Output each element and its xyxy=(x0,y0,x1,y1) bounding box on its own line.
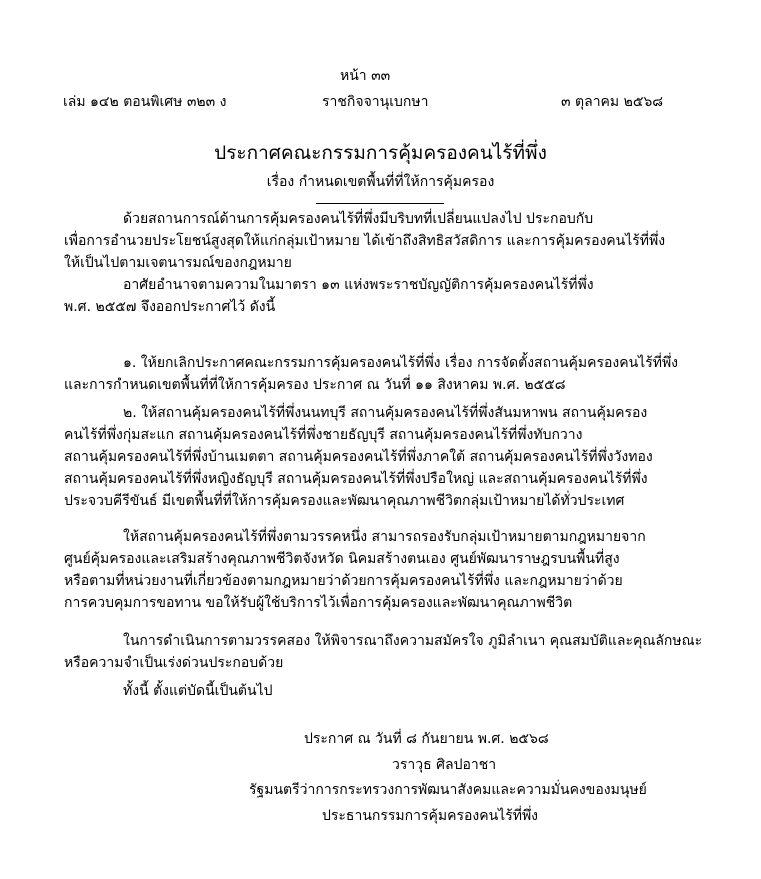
paragraph-line: สถานคุ้มครองคนไร้ที่พึ่งบ้านเมตตา สถานคุ้มครองคนไร้ที่พึ่งภาคใต้ สถานคุ้มครองคนไร้ที่พึ่งวังทอง xyxy=(64,449,653,465)
paragraph-effective xyxy=(64,680,700,702)
paragraph-preamble xyxy=(64,208,700,274)
paragraph-line: เพื่อการอำนวยประโยชน์สูงสุดให้แก่กลุ่มเป้าหมาย ได้เข้าถึงสิทธิสวัสดิการ และการคุ้มครองคนไร้ที่พึ่ง xyxy=(64,233,666,249)
signature-date: ประกาศ ณ วันที่ ๘ กันยายน พ.ศ. ๒๕๖๘ xyxy=(304,731,549,747)
paragraph-line: การควบคุมการขอทาน ขอให้รับผู้ใช้บริการไว้เพื่อการคุ้มครองและพัฒนาคุณภาพชีวิต xyxy=(64,595,573,611)
signatory-position-chair: ประธานกรรมการคุ้มครองคนไร้ที่พึ่ง xyxy=(322,808,539,824)
paragraph-line: หรือตามที่หน่วยงานที่เกี่ยวข้องตามกฎหมายว่าด้วยการคุ้มครองคนไร้ที่พึ่ง และกฎหมายว่าด้วย xyxy=(64,573,623,589)
paragraph-line: ด้วยสถานการณ์ด้านการคุ้มครองคนไร้ที่พึ่งมีบริบทที่เปลี่ยนแปลงไป ประกอบกับ xyxy=(123,211,594,227)
signatory-position: รัฐมนตรีว่าการกระทรวงการพัฒนาสังคมและความมั่นคงของมนุษย์ xyxy=(249,782,647,798)
paragraph-clause-2-para-2 xyxy=(64,526,700,614)
announcement-title: ประกาศคณะกรรมการคุ้มครองคนไร้ที่พึ่ง xyxy=(214,142,547,164)
paragraph-line: คนไร้ที่พึ่งกุ่มสะแก สถานคุ้มครองคนไร้ที่พึ่งชายธัญบุรี สถานคุ้มครองคนไร้ที่พึ่งทับกวาง xyxy=(64,427,583,443)
paragraph-line: ๑. ให้ยกเลิกประกาศคณะกรรมการคุ้มครองคนไร้ที่พึ่ง เรื่อง การจัดตั้งสถานคุ้มครองคนไร้ที่พึ่ง xyxy=(123,355,679,371)
paragraph-line: ประจวบคีรีขันธ์ มีเขตพื้นที่ที่ให้การคุ้มครองและพัฒนาคุณภาพชีวิตกลุ่มเป้าหมายได้ทั่วประเทศ xyxy=(64,493,625,509)
paragraph-clause-1 xyxy=(64,352,700,396)
title-divider xyxy=(316,203,444,204)
paragraph-line: ให้สถานคุ้มครองคนไร้ที่พึ่งตามวรรคหนึ่ง สามารถรองรับกลุ่มเป้าหมายตามกฎหมายจาก xyxy=(123,529,646,545)
paragraph-line: ศูนย์คุ้มครองและเสริมสร้างคุณภาพชีวิตจังหวัด นิคมสร้างตนเอง ศูนย์พัฒนาราษฎรบนพื้นที่สูง xyxy=(64,551,620,567)
paragraph-clause-2-para-3 xyxy=(64,630,703,674)
gazette-volume-issue: เล่ม ๑๔๒ ตอนพิเศษ ๓๒๓ ง xyxy=(63,94,227,110)
paragraph-line: พ.ศ. ๒๕๕๗ จึงออกประกาศไว้ ดังนี้ xyxy=(64,299,276,315)
gazette-name: ราชกิจจานุเบกษา xyxy=(322,94,429,110)
paragraph-line: หรือความจำเป็นเร่งด่วนประกอบด้วย xyxy=(64,655,284,671)
paragraph-authority xyxy=(64,274,700,318)
paragraph-line: ๒. ให้สถานคุ้มครองคนไร้ที่พึ่งนนทบุรี สถานคุ้มครองคนไร้ที่พึ่งสันมหาพน สถานคุ้มครอง xyxy=(123,405,648,421)
paragraph-line: ทั้งนี้ ตั้งแต่บัดนี้เป็นต้นไป xyxy=(123,683,273,699)
paragraph-line: สถานคุ้มครองคนไร้ที่พึ่งหญิงธัญบุรี สถานคุ้มครองคนไร้ที่พึ่งปรือใหญ่ และสถานคุ้มครองคนไร้ที่พึ่ง xyxy=(64,471,648,487)
page-number: หน้า ๓๓ xyxy=(340,68,391,84)
paragraph-line: ในการดำเนินการตามวรรคสอง ให้พิจารณาถึงความสมัครใจ ภูมิลำเนา คุณสมบัติและคุณลักษณะ xyxy=(123,633,703,649)
paragraph-line: และการกำหนดเขตพื้นที่ที่ให้การคุ้มครอง ประกาศ ณ วันที่ ๑๑ สิงหาคม พ.ศ. ๒๕๕๘ xyxy=(64,377,566,393)
signatory-name: วราวุธ ศิลปอาชา xyxy=(392,757,497,773)
paragraph-clause-2 xyxy=(64,402,700,512)
gazette-date: ๓ ตุลาคม ๒๕๖๘ xyxy=(561,94,664,110)
announcement-subject: เรื่อง กำหนดเขตพื้นที่ที่ให้การคุ้มครอง xyxy=(266,174,495,190)
paragraph-line: ให้เป็นไปตามเจตนารมณ์ของกฎหมาย xyxy=(64,255,292,271)
paragraph-line: อาศัยอำนาจตามความในมาตรา ๑๓ แห่งพระราชบัญญัติการคุ้มครองคนไร้ที่พึ่ง xyxy=(123,277,594,293)
